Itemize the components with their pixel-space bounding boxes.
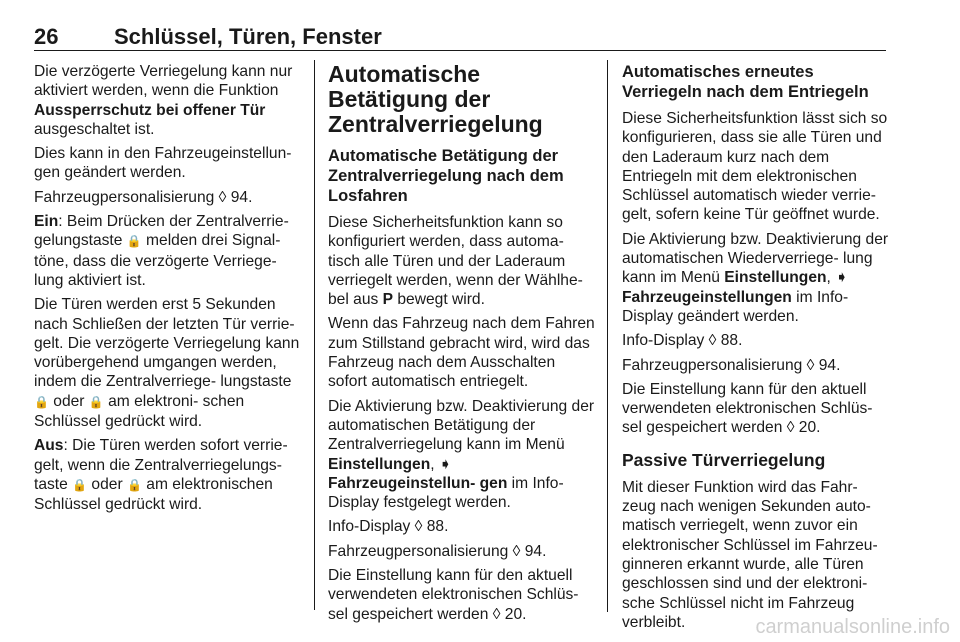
page-header [34,26,886,51]
reference-icon: ◊ [492,605,501,623]
reference-icon: ◊ [806,356,815,374]
page-reference[interactable]: 20 [504,605,523,623]
page-reference[interactable]: 88 [426,518,445,536]
gear-position: P [382,291,394,309]
cross-reference[interactable]: Fahrzeugpersonalisierung ◊ 94. [328,542,547,560]
lock-icon: 🔒 [34,394,49,409]
paragraph: Ein: Beim Drücken der Zentralverrie‐ gelungstaste 🔒 melden drei Signal‐ töne, dass die verzögerte Verriege‐ lung aktiviert ist. [34,213,289,289]
paragraph: Mit dieser Funktion wird das Fahr‐ zeug nach wenigen Sekunden auto‐ matisch verriegelt, wenn zuvor ein elektronischer Schlüssel im Fahrzeu‐ ginneren erkannt wurde, alle Türen geschlossen sind und der elektroni‐ sche Schlüssel nicht im Fahrzeug verbleibt. [622,478,878,631]
lock-icon: 🔒 [126,477,142,492]
paragraph: Aus: Die Türen werden sofort verrie‐ gelt, wenn die Zentralverriegelungs‐ taste 🔒 oder 🔒 am elektronischen Schlüssel gedrückt wird. [34,437,288,514]
reference-icon: ◊ [708,332,717,350]
menu-name: Einstellungen [724,269,827,287]
menu-name: Fahrzeugeinstellun‐ gen [328,474,508,492]
paragraph: Diese Sicherheitsfunktion kann so konfiguriert werden, dass automa‐ tisch alle Türen und der Laderaum verriegelt werden, wenn der Wählhe‐ bel aus P bewegt wird. [328,214,583,309]
page-reference[interactable]: 20 [798,419,817,437]
paragraph: Wenn das Fahrzeug nach dem Fahren zum Stillstand gebracht wird, wird das Fahrzeug nach dem Ausschalten sofort automatisch entriegelt. [328,315,595,391]
paragraph: Die verzögerte Verriegelung kann nur aktiviert werden, wenn die Funktion Aussperrschutz bei offener Tür ausgeschaltet ist. [34,63,293,138]
section-heading: Passive Türverriegelung [622,449,826,470]
lock-icon: 🔒 [72,477,88,492]
arrow-icon: ➧ [835,269,849,287]
cross-reference[interactable]: Fahrzeugpersonalisierung ◊ 94. [622,356,841,374]
subsection-heading: Automatisches erneutes Verriegeln nach dem Entriegeln [622,63,869,101]
page-reference[interactable]: 94 [524,542,543,560]
column-left [34,62,302,520]
option-label: Aus [34,437,64,455]
section-heading: Automatische Betätigung der Zentralverriegelung [328,61,543,137]
paragraph: Die Aktivierung bzw. Deaktivierung der automatischen Wiederverriege‐ lung kann im Menü Einstellungen, ➧ Fahrzeugeinstellungen im Info- Display geändert werden. [622,230,889,325]
reference-icon: ◊ [786,419,795,437]
column-divider-1 [314,60,315,610]
paragraph: Dies kann in den Fahrzeugeinstellun‐ gen geändert werden. [34,145,292,182]
page-reference[interactable]: 94 [818,356,837,374]
arrow-icon: ➧ [438,455,452,473]
reference-icon: ◊ [218,188,227,206]
cross-reference[interactable]: Info-Display ◊ 88. [328,518,449,536]
cross-reference[interactable]: Die Einstellung kann für den aktuell verwendeten elektronischen Schlüs‐ sel gespeichert werden ◊ 20. [622,380,873,437]
page-reference[interactable]: 94 [230,188,249,206]
page-number: 26 [34,24,59,49]
cross-reference[interactable]: Fahrzeugpersonalisierung ◊ 94. [34,188,253,206]
page-title: Schlüssel, Türen, Fenster [114,24,382,49]
column-right [622,62,890,637]
watermark: carmanualsonline.info [755,616,950,638]
paragraph: Die Aktivierung bzw. Deaktivierung der automatischen Betätigung der Zentralverriegelung kann im Menü Einstellungen, ➧ Fahrzeugeinstellun‐ gen im Info-Display festgelegt werden. [328,397,595,512]
setting-name: Aussperrschutz bei offener Tür [34,101,266,119]
option-label: Ein [34,213,59,231]
cross-reference[interactable]: Die Einstellung kann für den aktuell verwendeten elektronischen Schlüs‐ sel gespeichert werden ◊ 20. [328,567,579,623]
lock-icon: 🔒 [126,234,142,249]
menu-name: Einstellungen [328,455,431,473]
lock-icon: 🔒 [88,394,104,409]
column-divider-2 [607,60,608,612]
column-middle [328,62,596,629]
cross-reference[interactable]: Info-Display ◊ 88. [622,332,743,350]
subsection-heading: Automatische Betätigung der Zentralverriegelung nach dem Losfahren [328,147,564,205]
page-reference[interactable]: 88 [720,332,739,350]
reference-icon: ◊ [414,518,423,536]
reference-icon: ◊ [512,542,521,560]
paragraph: Die Türen werden erst 5 Sekunden nach Schließen der letzten Tür verrie‐ gelt. Die verzögerte Verriegelung kann vorübergehend umgangen werden, indem die Zentralverriege‐ lungstaste 🔒 oder 🔒 am elektroni‐ schen Schlüssel gedrückt wird. [34,296,300,431]
menu-name: Fahrzeugeinstellungen [622,288,792,306]
paragraph: Diese Sicherheitsfunktion lässt sich so konfigurieren, dass sie alle Türen und den Laderaum kurz nach dem Entriegeln mit dem elektronischen Schlüssel automatisch wieder verrie‐ gelt, sofern keine Tür geöffnet wurde. [622,110,888,224]
